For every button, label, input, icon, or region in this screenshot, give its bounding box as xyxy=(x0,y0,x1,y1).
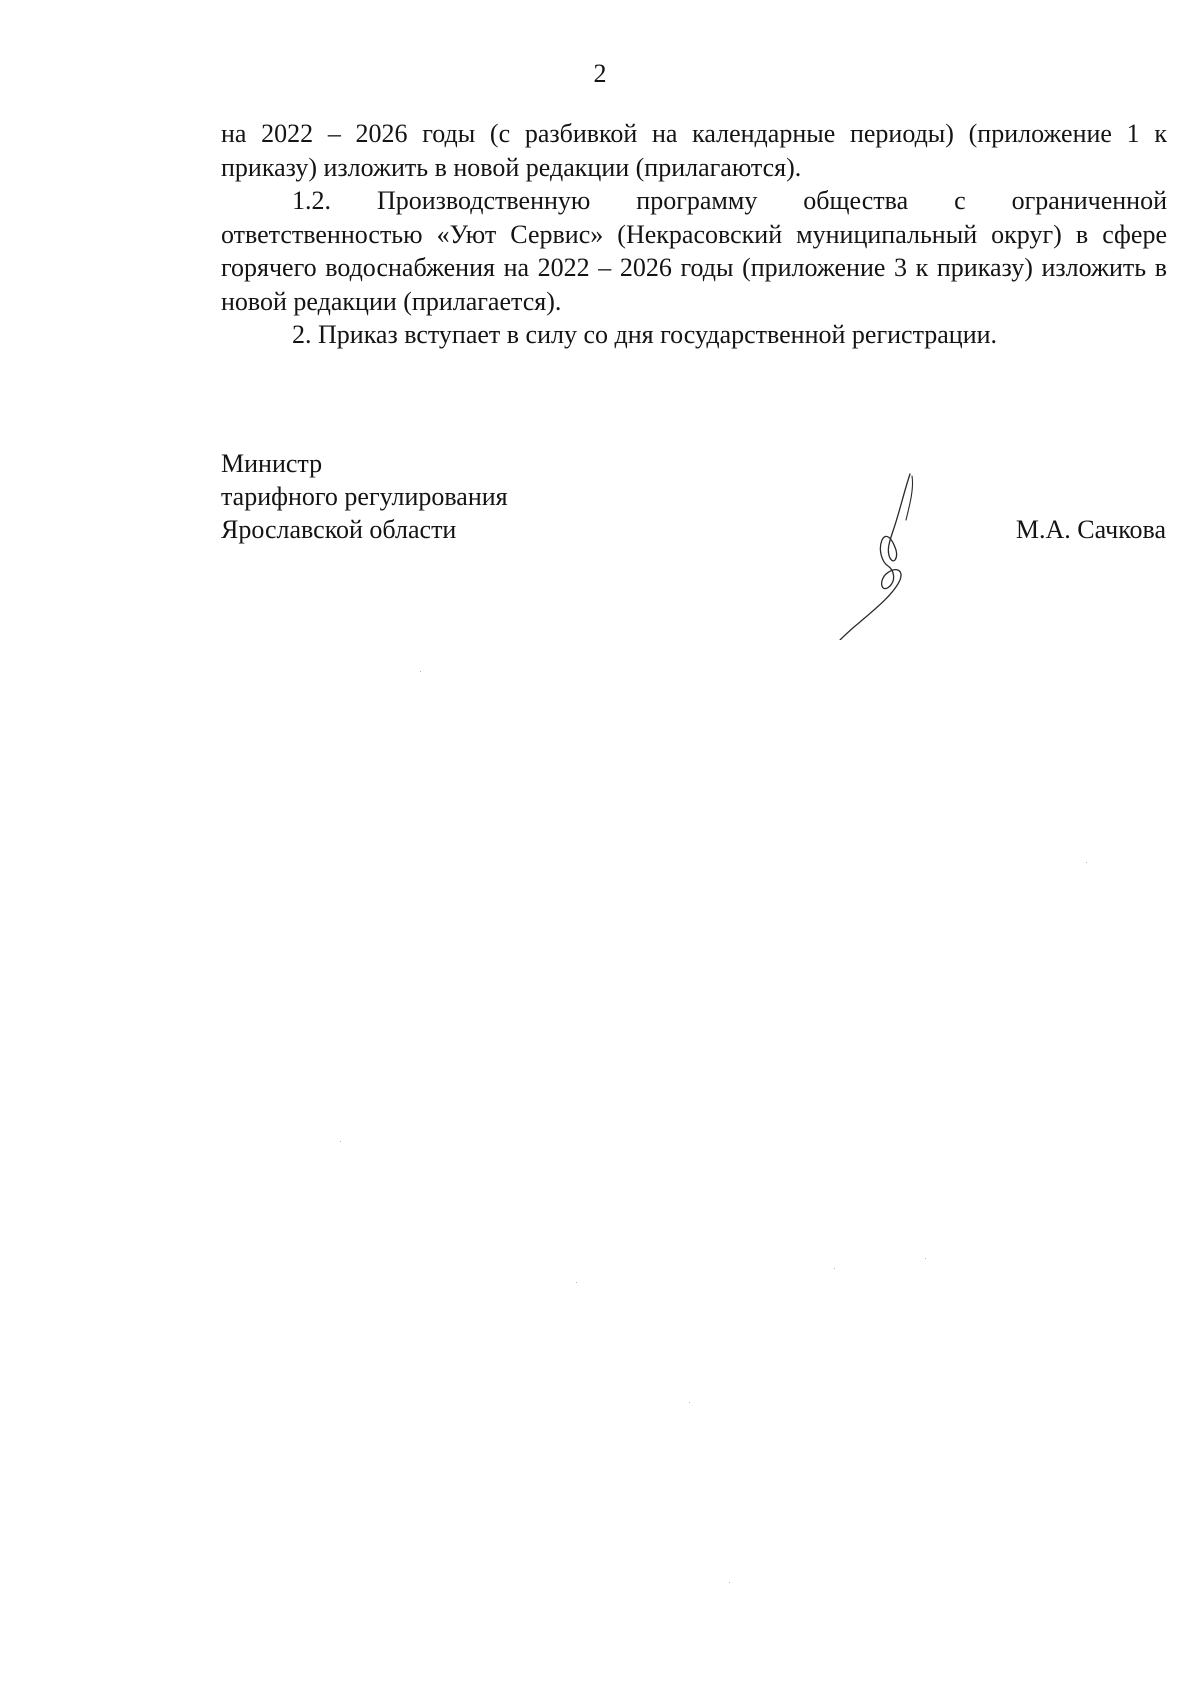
scan-speck xyxy=(340,1141,341,1142)
signer-position xyxy=(221,447,508,546)
page-number: 2 xyxy=(593,59,607,88)
handwritten-signature xyxy=(830,470,940,640)
signer-name: М.А. Сачкова xyxy=(1015,515,1166,544)
paragraph-item-1-2: 1.2. Производственную программу общества с ограниченной ответственностью «Уют Сервис» (Некрасовский муниципальный округ) в сфере горячего водоснабжения на 2022 – 2026 годы (приложение 3 к приказу) изложить в новой редакции (прилагается). xyxy=(221,186,1167,316)
scan-speck xyxy=(729,1582,730,1583)
scan-speck xyxy=(834,1268,835,1269)
scan-speck xyxy=(925,1258,926,1259)
position-line-3: Ярославской области xyxy=(221,515,457,544)
scan-speck xyxy=(689,1402,690,1403)
paragraph-continuation: на 2022 – 2026 годы (с разбивкой на календарные периоды) (приложение 1 к приказу) изложить в новой редакции (прилагаются). xyxy=(221,119,1167,182)
scan-speck xyxy=(420,671,421,672)
paragraph-item-2: 2. Приказ вступает в силу со дня государственной регистрации. xyxy=(292,320,998,349)
scan-speck xyxy=(576,1282,577,1283)
position-line-1: Министр xyxy=(221,449,323,478)
document-body xyxy=(221,117,1167,352)
scan-speck xyxy=(1086,862,1087,863)
position-line-2: тарифного регулирования xyxy=(221,482,508,511)
